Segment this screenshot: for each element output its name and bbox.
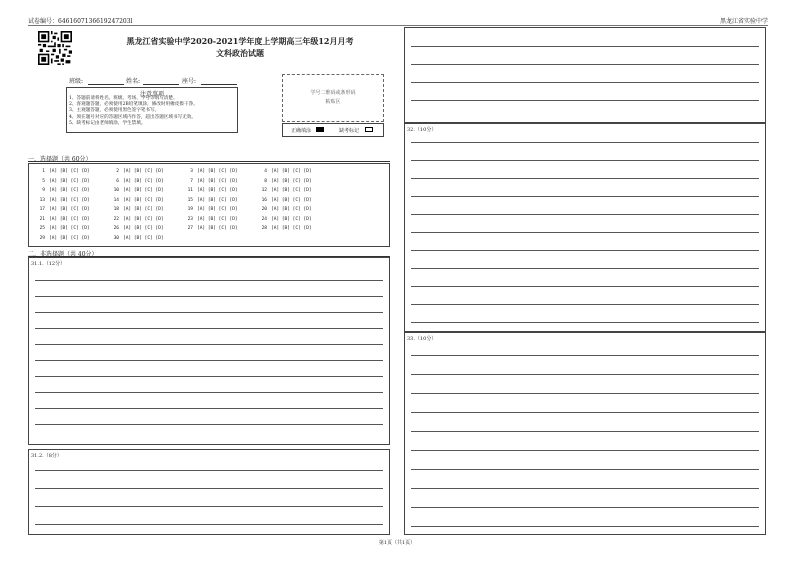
name-field[interactable] — [143, 84, 179, 85]
answer-box-31-1[interactable] — [28, 257, 390, 445]
mc-options[interactable]: [A] [B] [C] [D] — [123, 178, 164, 184]
mc-question-number: 17 — [39, 207, 45, 212]
school-name: 黑龙江省实验中学 — [719, 18, 768, 25]
answer-line — [35, 408, 383, 409]
mc-question-21[interactable] — [35, 217, 90, 222]
answer-line — [411, 469, 759, 470]
mc-question-1[interactable] — [35, 169, 90, 174]
missing-mark-checkbox[interactable] — [365, 127, 373, 132]
answer-line — [411, 374, 759, 375]
exam-title: 黑龙江省实验中学2020-2021学年度上学期高三年级12月月考 — [126, 36, 354, 46]
page-number: 第1页（共1页） — [378, 540, 416, 546]
mc-question-number: 5 — [42, 178, 45, 184]
mc-question-number: 27 — [187, 226, 193, 231]
mc-question-number: 11 — [187, 188, 193, 193]
mc-question-4[interactable] — [257, 169, 312, 174]
mc-question-number: 20 — [261, 207, 267, 212]
mc-options[interactable]: [A] [B] [C] [D] — [197, 178, 238, 184]
mc-options[interactable]: [A] [B] [C] [D] — [271, 207, 312, 212]
mc-question-9[interactable] — [35, 188, 90, 193]
mc-options[interactable]: [A] [B] [C] [D] — [49, 216, 90, 222]
question-label: 33.（10分） — [407, 336, 437, 342]
answer-line — [35, 376, 383, 377]
mc-question-8[interactable] — [257, 179, 312, 184]
class-label: 班级: — [69, 78, 84, 85]
notice-item: 4、须在题号对应的答题区域内作答，超出答题区域书写无效。 — [69, 114, 196, 120]
mc-question-27[interactable] — [183, 226, 238, 231]
answer-line — [411, 322, 759, 323]
answer-line — [411, 100, 759, 101]
notice-item: 3、主观题答题，必须使用黑色签字笔书写。 — [69, 108, 160, 114]
mc-question-number: 14 — [113, 197, 119, 203]
mc-question-2[interactable] — [109, 169, 164, 174]
mc-options[interactable]: [A] [B] [C] [D] — [271, 216, 312, 222]
answer-line — [411, 178, 759, 179]
mc-question-number: 15 — [187, 197, 193, 203]
correct-fill-label: 正确填涂 — [291, 128, 312, 134]
answer-line — [411, 142, 759, 143]
notice-box — [66, 87, 238, 133]
answer-line — [411, 268, 759, 269]
mc-question-number: 28 — [261, 226, 267, 231]
mc-options[interactable]: [A] [B] [C] [D] — [271, 197, 312, 203]
answer-line — [411, 232, 759, 233]
mc-question-25[interactable] — [35, 226, 90, 231]
mc-question-number: 24 — [261, 216, 267, 222]
qr-code-icon — [38, 31, 72, 65]
mc-question-12[interactable] — [257, 188, 312, 193]
mc-options[interactable]: [A] [B] [C] [D] — [271, 178, 312, 184]
mc-question-number: 13 — [39, 197, 45, 203]
notice-item: 5、缺考标记由老师填涂，学生禁填。 — [69, 120, 146, 126]
mc-question-18[interactable] — [109, 207, 164, 212]
mc-options[interactable]: [A] [B] [C] [D] — [123, 197, 164, 203]
answer-box-31-2[interactable] — [28, 449, 390, 535]
mc-question-20[interactable] — [257, 207, 312, 212]
answer-line — [411, 64, 759, 65]
mc-question-number: 7 — [190, 178, 193, 184]
answer-line — [411, 393, 759, 394]
mc-options[interactable]: [A] [B] [C] [D] — [271, 226, 312, 231]
mc-question-23[interactable] — [183, 217, 238, 222]
question-label: 32.（10分） — [407, 127, 437, 133]
mc-options[interactable]: [A] [B] [C] [D] — [123, 216, 164, 222]
id-label: 座号: — [182, 78, 197, 85]
mc-question-number: 10 — [113, 188, 119, 193]
mc-question-number: 12 — [261, 188, 267, 193]
mc-question-number: 1 — [42, 169, 45, 174]
answer-line — [35, 280, 383, 281]
answer-line — [35, 328, 383, 329]
answer-line — [35, 506, 383, 507]
answer-line — [35, 360, 383, 361]
mc-question-number: 29 — [39, 235, 45, 241]
answer-line — [35, 344, 383, 345]
answer-line — [411, 431, 759, 432]
mc-question-10[interactable] — [109, 188, 164, 193]
question-label: 31.2.（8分） — [31, 453, 62, 459]
mc-options[interactable]: [A] [B] [C] [D] — [49, 207, 90, 212]
answer-line — [35, 524, 383, 525]
name-label: 姓名: — [126, 78, 141, 85]
mc-options[interactable]: [A] [B] [C] [D] — [123, 226, 164, 231]
mc-options[interactable]: [A] [B] [C] [D] — [49, 226, 90, 231]
notice-item: 1、答题前请将姓名、班级、考场、学号等填写清楚。 — [69, 96, 178, 101]
answer-line — [411, 526, 759, 527]
mc-question-13[interactable] — [35, 198, 90, 203]
section2-heading: 二、非选择题（共 40分） — [28, 251, 98, 258]
exam-subtitle: 文科政治试题 — [216, 48, 264, 58]
notice-list — [69, 96, 198, 127]
notice-title: 注意事项 — [139, 91, 164, 98]
mc-options[interactable]: [A] [B] [C] [D] — [123, 207, 164, 212]
mc-question-number: 16 — [261, 197, 267, 203]
answer-box-33[interactable] — [404, 332, 766, 535]
mc-question-number: 3 — [190, 169, 193, 174]
id-field[interactable] — [201, 84, 237, 85]
mc-options[interactable]: [A] [B] [C] [D] — [123, 188, 164, 193]
mc-question-number: 2 — [116, 169, 119, 174]
answer-line — [411, 488, 759, 489]
correct-fill-mark-icon — [316, 127, 324, 132]
answer-line — [411, 412, 759, 413]
mc-options[interactable]: [A] [B] [C] [D] — [123, 169, 164, 174]
mc-question-22[interactable] — [109, 217, 164, 222]
barcode-paste-area — [282, 74, 384, 122]
answer-line — [411, 196, 759, 197]
answer-line — [411, 214, 759, 215]
answer-line — [411, 507, 759, 508]
section1-divider — [28, 161, 390, 162]
mc-question-3[interactable] — [183, 169, 238, 174]
header-divider — [28, 25, 768, 26]
mc-options[interactable]: [A] [B] [C] [D] — [197, 169, 238, 174]
notice-item: 2、客观题答题，必须使用2B铅笔填涂，修改时用橡皮擦干净。 — [69, 102, 198, 108]
barcode-label-2: 粘贴区 — [325, 99, 341, 105]
mc-question-number: 30 — [113, 235, 119, 241]
mc-question-26[interactable] — [109, 226, 164, 231]
mc-question-number: 22 — [113, 216, 119, 222]
mc-question-number: 25 — [39, 226, 45, 231]
mc-options[interactable]: [A] [B] [C] [D] — [49, 197, 90, 203]
answer-line — [411, 160, 759, 161]
answer-line — [411, 450, 759, 451]
mc-question-17[interactable] — [35, 207, 90, 212]
mc-options[interactable]: [A] [B] [C] [D] — [197, 216, 238, 222]
mc-question-number: 8 — [264, 178, 267, 184]
fill-example-box — [282, 123, 384, 137]
exam-id: 试卷编号：6461607136619247203l — [28, 18, 133, 25]
answer-line — [411, 46, 759, 47]
question-label: 31.1.（12分） — [31, 261, 66, 267]
mc-options[interactable]: [A] [B] [C] [D] — [49, 188, 90, 193]
mc-question-5[interactable] — [35, 179, 90, 184]
answer-line — [35, 312, 383, 313]
mc-question-29[interactable] — [35, 236, 90, 241]
mc-options[interactable]: [A] [B] [C] [D] — [49, 178, 90, 184]
mc-question-number: 23 — [187, 216, 193, 222]
mc-options[interactable]: [A] [B] [C] [D] — [197, 226, 238, 231]
mc-question-number: 18 — [113, 207, 119, 212]
mc-question-15[interactable] — [183, 198, 238, 203]
answer-box-32[interactable] — [404, 123, 766, 332]
mc-answer-grid — [28, 163, 390, 247]
mc-options[interactable]: [A] [B] [C] [D] — [49, 169, 90, 174]
mc-options[interactable]: [A] [B] [C] [D] — [49, 235, 90, 241]
mc-question-number: 19 — [187, 207, 193, 212]
mc-question-16[interactable] — [257, 198, 312, 203]
answer-line — [35, 488, 383, 489]
mc-question-number: 9 — [42, 188, 45, 193]
answer-line — [411, 304, 759, 305]
mc-question-number: 26 — [113, 226, 119, 231]
section1-heading: 一、选择题（共 60分） — [28, 156, 92, 163]
answer-line — [411, 82, 759, 83]
class-field[interactable] — [88, 84, 124, 85]
mc-options[interactable]: [A] [B] [C] [D] — [197, 188, 238, 193]
mc-options[interactable]: [A] [B] [C] [D] — [271, 169, 312, 174]
answer-line — [411, 355, 759, 356]
mc-question-24[interactable] — [257, 217, 312, 222]
mc-question-number: 6 — [116, 178, 119, 184]
answer-line — [411, 250, 759, 251]
answer-line — [35, 296, 383, 297]
mc-options[interactable]: [A] [B] [C] [D] — [197, 207, 238, 212]
answer-line — [35, 424, 383, 425]
mc-question-30[interactable] — [109, 236, 164, 241]
mc-options[interactable]: [A] [B] [C] [D] — [271, 188, 312, 193]
answer-line — [411, 286, 759, 287]
barcode-label: 学号二维码或条形码 — [310, 90, 356, 96]
missing-label: 缺考标记 — [339, 128, 360, 134]
mc-question-6[interactable] — [109, 179, 164, 184]
answer-line — [35, 392, 383, 393]
mc-options[interactable]: [A] [B] [C] [D] — [123, 235, 164, 241]
mc-question-7[interactable] — [183, 179, 238, 184]
mc-options[interactable]: [A] [B] [C] [D] — [197, 197, 238, 203]
mc-question-19[interactable] — [183, 207, 238, 212]
answer-line — [35, 470, 383, 471]
answer-box-continued[interactable] — [404, 27, 766, 123]
mc-question-14[interactable] — [109, 198, 164, 203]
mc-question-number: 4 — [264, 169, 267, 174]
mc-question-number: 21 — [39, 216, 45, 222]
mc-question-28[interactable] — [257, 226, 312, 231]
mc-question-11[interactable] — [183, 188, 238, 193]
